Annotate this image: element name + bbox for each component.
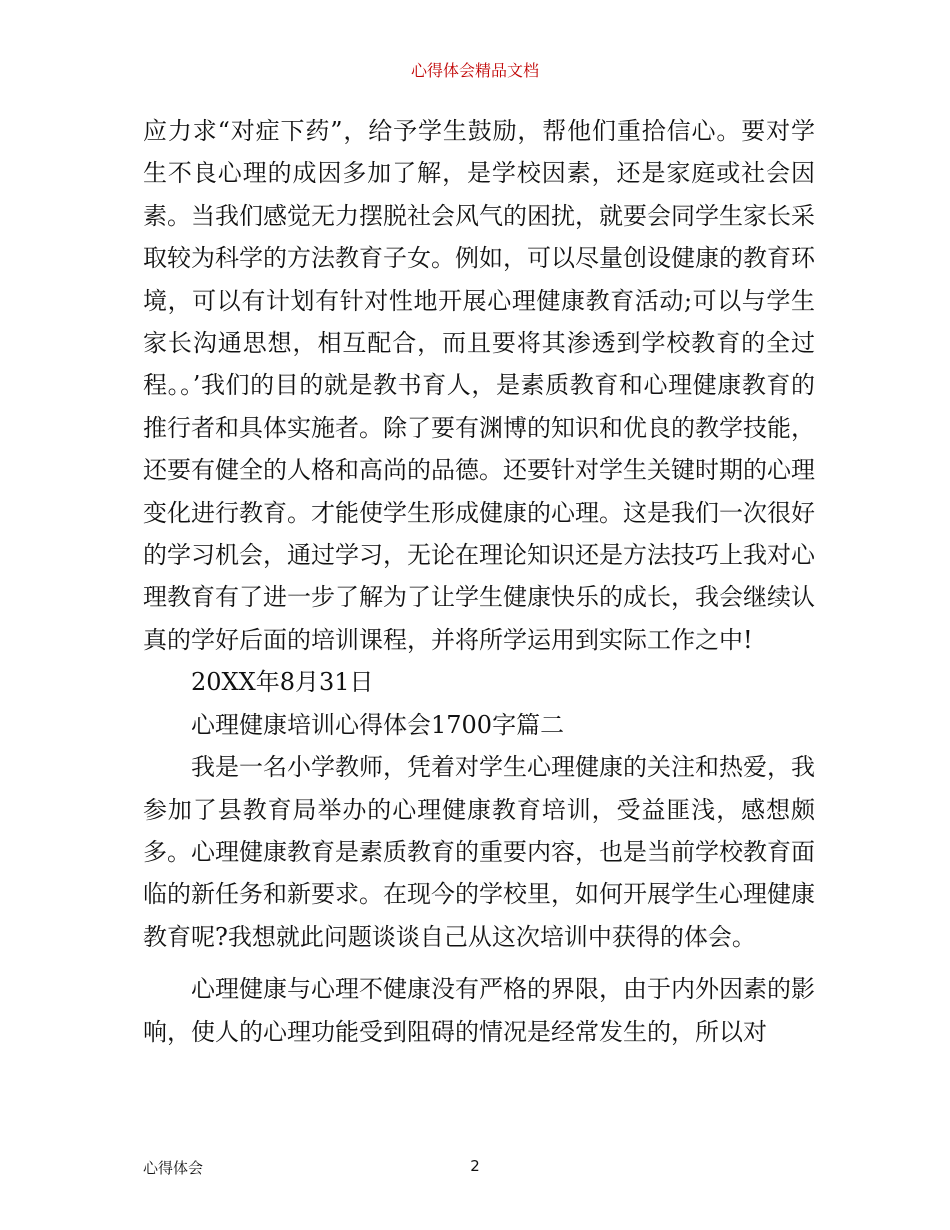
section-heading: 心理健康培训心得体会1700字篇二 (191, 710, 565, 739)
paragraph-1: 应力求“对症下药”，给予学生鼓励，帮他们重拾信心。要对学生不良心理的成因多加了解，是学校因素，还是家庭或社会因素。当我们感觉无力摆脱社会风气的困扰，就要会同学生家长采取较为科学的方法教育子女。例如，可以尽量创设健康的教育环境，可以有计划有针对性地开展心理健康教育活动;可以与学生家长沟通思想，相互配合，而且要将其渗透到学校教育的全过程。。’我们的目的就是教书育人，是素质教育和心理健康教育的推行者和具体实施者。除了要有渊博的知识和优良的教学技能，还要有健全的人格和高尚的品德。还要针对学生关键时期的心理变化进行教育。才能使学生形成健康的心理。这是我们一次很好的学习机会，通过学习，无论在理论知识还是方法技巧上我对心理教育有了进一步了解为了让学生健康快乐的成长，我会继续认真的学好后面的培训课程，并将所学运用到实际工作之中! (143, 117, 815, 654)
footer-label: 心得体会 (143, 1159, 204, 1177)
page-number: 2 (470, 1157, 480, 1175)
document-body (143, 110, 815, 1053)
header-title: 心得体会精品文档 (410, 61, 539, 80)
paragraph-3: 心理健康与心理不健康没有严格的界限，由于内外因素的影响，使人的心理功能受到阻碍的情况是经常发生的，所以对 (143, 975, 815, 1046)
paragraph-2: 我是一名小学教师，凭着对学生心理健康的关注和热爱，我参加了县教育局举办的心理健康教育培训，受益匪浅，感想颇多。心理健康教育是素质教育的重要内容，也是当前学校教育面临的新任务和新要求。在现今的学校里，如何开展学生心理健康教育呢?我想就此问题谈谈自己从这次培训中获得的体会。 (143, 753, 815, 951)
paragraph-date: 20XX年8月31日 (191, 668, 374, 697)
